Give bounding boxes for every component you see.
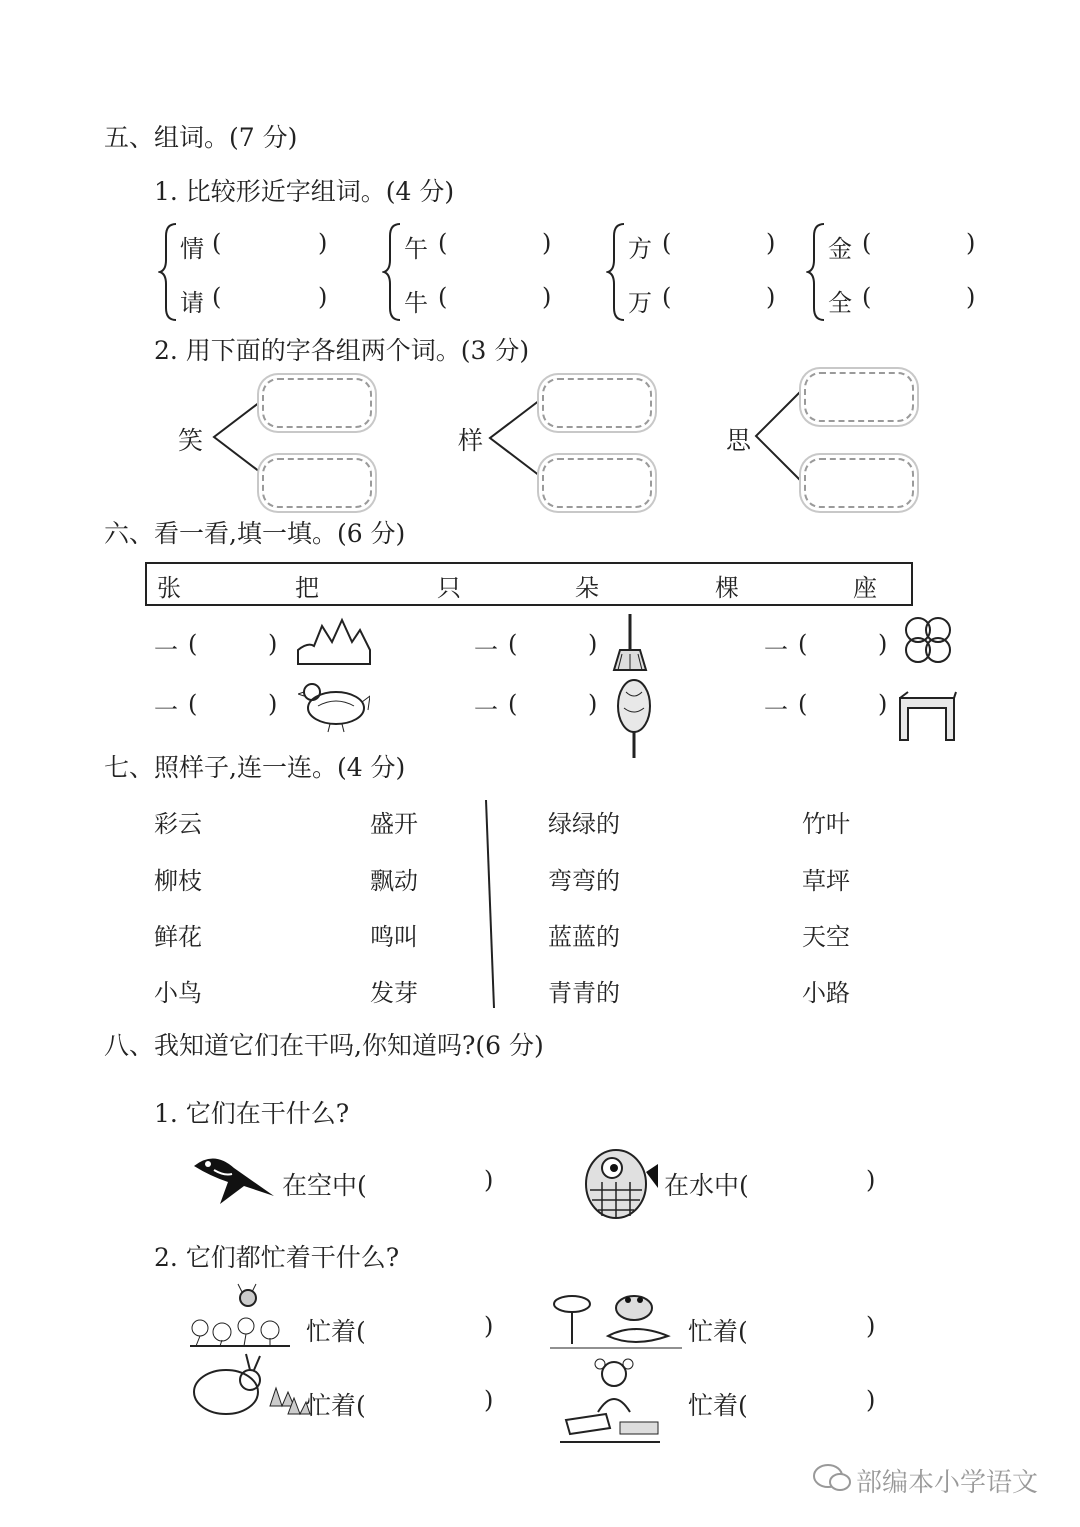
blank-close: ): [866, 1166, 876, 1194]
section8-q1: 1. 它们在干什么?: [154, 1099, 350, 1128]
blank-open[interactable]: (: [212, 283, 222, 311]
bee-flowers-icon: [186, 1280, 294, 1350]
wechat-icon: [812, 1462, 852, 1492]
brace-icon: [382, 222, 404, 322]
answer-box[interactable]: [804, 458, 914, 508]
brace-icon: [806, 222, 828, 322]
match-left-a[interactable]: 鲜花: [154, 923, 202, 951]
blank-open[interactable]: (: [662, 229, 672, 257]
girl-writing-icon: [558, 1356, 662, 1446]
mountain-icon: [296, 616, 372, 666]
answer-box[interactable]: [542, 378, 652, 428]
blank-close: ): [542, 283, 552, 311]
blank-close: ): [484, 1312, 494, 1340]
section5-q1: 1. 比较形近字组词。(4 分): [154, 177, 455, 206]
blank-open[interactable]: (: [188, 690, 198, 718]
compare-char-top: 方: [628, 235, 652, 263]
compare-char-top: 情: [180, 235, 204, 263]
one-label: 一: [764, 696, 788, 724]
table-icon: [896, 688, 958, 744]
word-bank-item: 张: [157, 574, 181, 602]
blank-close: ): [484, 1166, 494, 1194]
section5-heading: 五、组词。(7 分): [104, 123, 298, 152]
one-label: 一: [154, 696, 178, 724]
blank-close: ): [766, 283, 776, 311]
blank-close: ): [866, 1312, 876, 1340]
compare-char-bottom: 万: [628, 289, 652, 317]
brace-icon: [158, 222, 180, 322]
compare-char-bottom: 牛: [404, 289, 428, 317]
water-label: 在水中(: [664, 1171, 749, 1200]
word-bank-item: 朵: [575, 574, 599, 602]
section8-heading: 八、我知道它们在干吗,你知道吗?(6 分): [104, 1031, 544, 1060]
section5-q2: 2. 用下面的字各组两个词。(3 分): [154, 336, 530, 365]
blank-open[interactable]: (: [662, 283, 672, 311]
broom-icon: [612, 612, 648, 674]
one-label: 一: [474, 696, 498, 724]
answer-box[interactable]: [262, 458, 372, 508]
divider-line: [484, 798, 496, 1010]
blank-close: ): [318, 283, 328, 311]
match-left-a[interactable]: 柳枝: [154, 867, 202, 895]
branch-lines-icon: [486, 398, 542, 478]
blank-close: ): [966, 283, 976, 311]
blank-close: ): [268, 630, 278, 658]
match-right-b[interactable]: 竹叶: [802, 810, 850, 838]
busy-label: 忙着(: [688, 1391, 748, 1420]
tree-icon: [614, 678, 654, 760]
match-right-a[interactable]: 青青的: [548, 979, 620, 1007]
word-bank-item: 棵: [715, 574, 739, 602]
section8-q2: 2. 它们都忙着干什么?: [154, 1243, 400, 1272]
flower-icon: [898, 612, 958, 668]
match-left-a[interactable]: 小鸟: [154, 979, 202, 1007]
blank-open[interactable]: (: [798, 630, 808, 658]
compare-char-top: 金: [828, 235, 852, 263]
blank-close: ): [966, 229, 976, 257]
match-right-a[interactable]: 蓝蓝的: [548, 923, 620, 951]
bird-icon: [298, 676, 370, 734]
blank-close: ): [268, 690, 278, 718]
blank-open[interactable]: (: [798, 690, 808, 718]
compare-char-top: 午: [404, 235, 428, 263]
word-bank-item: 座: [853, 574, 877, 602]
rabbit-icon: [188, 1352, 312, 1418]
word-bank-item: 只: [437, 574, 461, 602]
branch-char: 笑: [178, 426, 204, 455]
blank-open[interactable]: (: [212, 229, 222, 257]
blank-close: ): [318, 229, 328, 257]
answer-box[interactable]: [804, 372, 914, 422]
busy-label: 忙着(: [306, 1391, 366, 1420]
answer-box[interactable]: [542, 458, 652, 508]
blank-close: ): [484, 1386, 494, 1414]
brace-icon: [606, 222, 628, 322]
one-label: 一: [474, 636, 498, 664]
branch-lines-icon: [752, 388, 804, 484]
swallow-icon: [190, 1146, 276, 1208]
branch-char: 思: [726, 426, 752, 455]
blank-open[interactable]: (: [508, 690, 518, 718]
blank-open[interactable]: (: [862, 283, 872, 311]
branch-lines-icon: [210, 400, 262, 475]
section7-heading: 七、照样子,连一连。(4 分): [104, 753, 406, 782]
match-left-b[interactable]: 鸣叫: [370, 923, 418, 951]
blank-close: ): [866, 1386, 876, 1414]
watermark-text: 部编本小学语文: [856, 1468, 1039, 1498]
match-left-b[interactable]: 盛开: [370, 810, 418, 838]
blank-close: ): [588, 690, 598, 718]
frog-pond-icon: [548, 1278, 684, 1350]
one-label: 一: [764, 636, 788, 664]
match-right-b[interactable]: 小路: [802, 979, 850, 1007]
one-label: 一: [154, 636, 178, 664]
word-bank-item: 把: [295, 574, 319, 602]
sky-label: 在空中(: [282, 1171, 367, 1200]
fish-icon: [574, 1142, 660, 1228]
match-left-a[interactable]: 彩云: [154, 810, 202, 838]
branch-char: 样: [458, 426, 484, 455]
match-left-b[interactable]: 飘动: [370, 867, 418, 895]
blank-close: ): [878, 630, 888, 658]
answer-box[interactable]: [262, 378, 372, 428]
compare-char-bottom: 全: [828, 289, 852, 317]
match-right-a[interactable]: 绿绿的: [548, 810, 620, 838]
blank-close: ): [588, 630, 598, 658]
match-right-b[interactable]: 天空: [802, 923, 850, 951]
match-left-b[interactable]: 发芽: [370, 979, 418, 1007]
blank-close: ): [878, 690, 888, 718]
compare-char-bottom: 请: [180, 289, 204, 317]
blank-open[interactable]: (: [188, 630, 198, 658]
blank-open[interactable]: (: [862, 229, 872, 257]
match-right-b[interactable]: 草坪: [802, 867, 850, 895]
blank-close: ): [542, 229, 552, 257]
word-bank-box: [145, 562, 913, 606]
blank-open[interactable]: (: [438, 229, 448, 257]
section6-heading: 六、看一看,填一填。(6 分): [104, 519, 406, 548]
blank-open[interactable]: (: [438, 283, 448, 311]
match-right-a[interactable]: 弯弯的: [548, 867, 620, 895]
busy-label: 忙着(: [688, 1317, 748, 1346]
blank-open[interactable]: (: [508, 630, 518, 658]
blank-close: ): [766, 229, 776, 257]
busy-label: 忙着(: [306, 1317, 366, 1346]
